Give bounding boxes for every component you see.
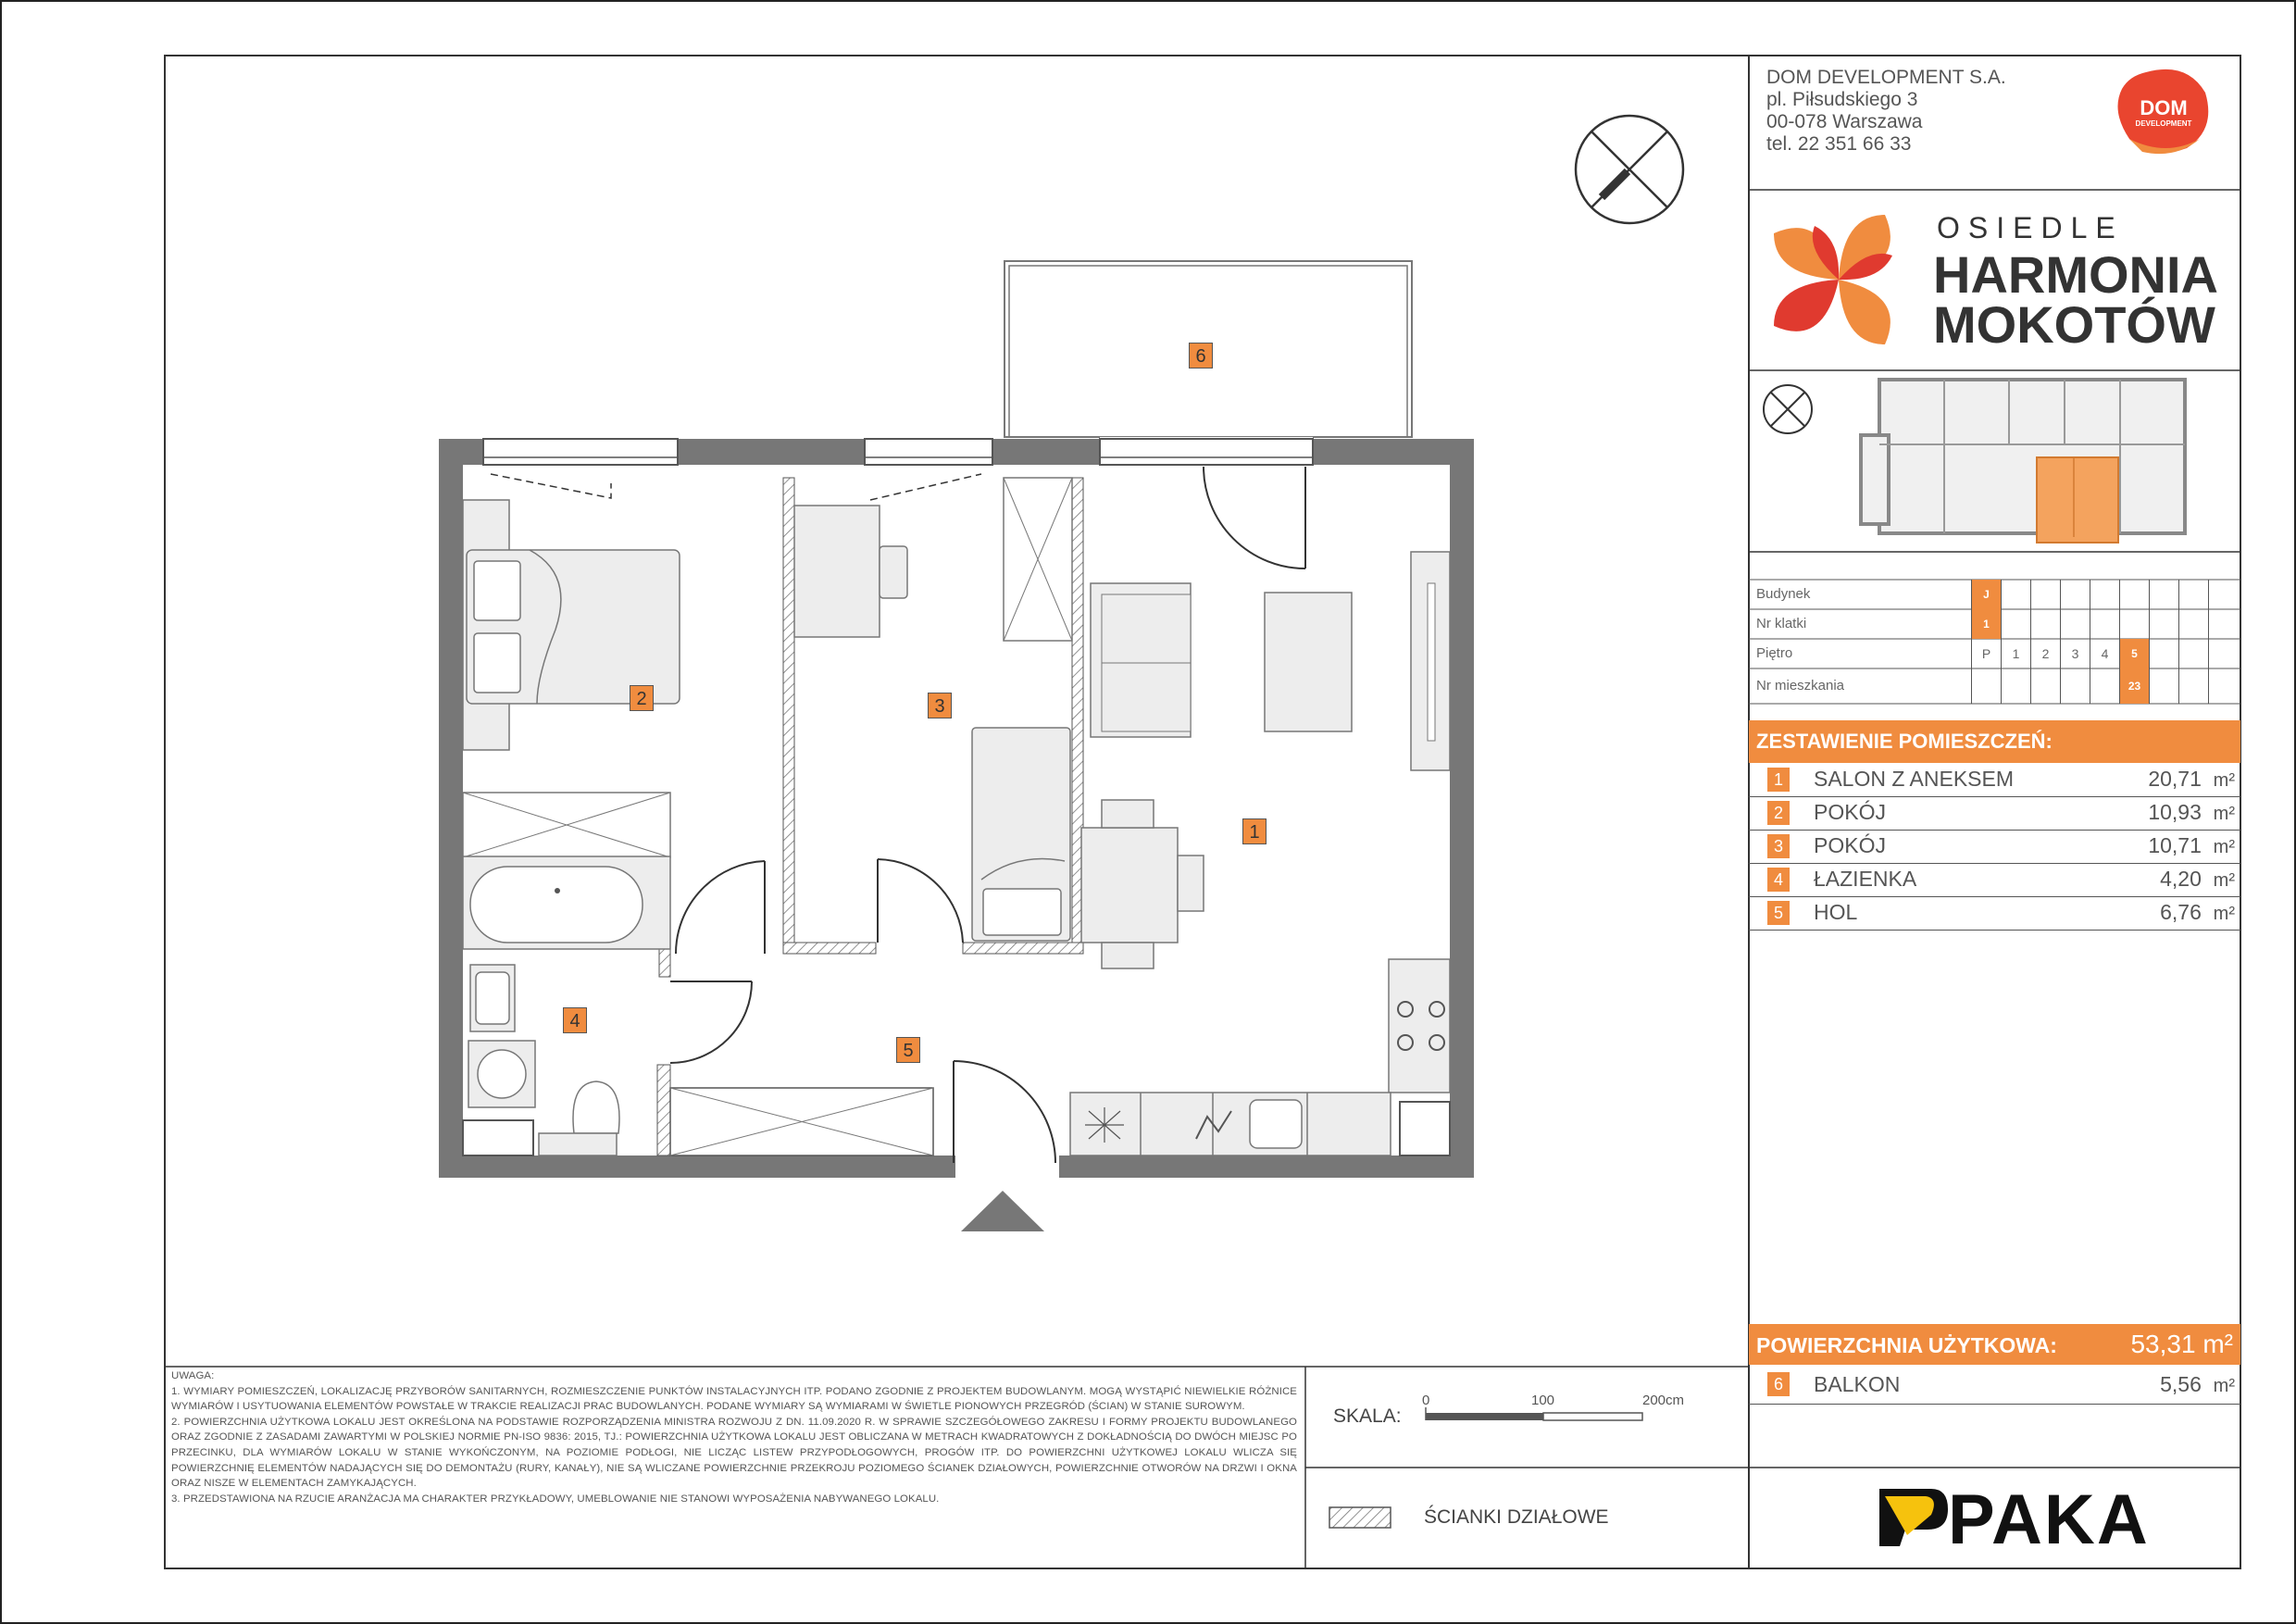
note-3: 3. PRZEDSTAWIONA NA RZUCIE ARANŻACJA MA CHARAKTER PRZYKŁADOWY, UMEBLOWANIE NIE STANOWI WYPOSAŻENIA NABYWANEGO LOKALU. <box>171 1493 940 1505</box>
project-line1: OSIEDLE <box>1937 211 2124 244</box>
info-cell <box>2090 609 2119 639</box>
info-cell <box>2178 609 2208 639</box>
info-row-label: Budynek <box>1756 586 1811 602</box>
plan-room-label: 2 <box>630 685 654 711</box>
info-cell: J <box>1971 580 2001 609</box>
info-table-row <box>1749 580 2240 609</box>
company-city: 00-078 Warszawa <box>1766 111 1923 132</box>
plan-room-label: 4 <box>563 1007 587 1033</box>
info-cell <box>2208 639 2238 668</box>
info-cell <box>2178 639 2208 668</box>
info-cell: 1 <box>2001 639 2030 668</box>
info-cell <box>2060 580 2090 609</box>
info-cell <box>2001 668 2030 704</box>
info-cell <box>2149 668 2178 704</box>
plan-room-label: 6 <box>1189 343 1213 369</box>
info-cell <box>2208 609 2238 639</box>
key-plan <box>1764 380 2185 543</box>
company-phone: tel. 22 351 66 33 <box>1766 133 1912 155</box>
info-cell <box>2119 609 2149 639</box>
info-cell <box>2060 668 2090 704</box>
info-cell <box>2149 580 2178 609</box>
scale-bar <box>1426 1407 1642 1420</box>
room-area: 4,20 m² <box>2160 867 2235 891</box>
balcony-area: 5,56 m² <box>2160 1372 2235 1396</box>
notes <box>171 1368 1297 1506</box>
legend-label: ŚCIANKI DZIAŁOWE <box>1424 1506 1609 1528</box>
balcony-name: BALKON <box>1814 1372 1901 1396</box>
info-cell <box>2208 580 2238 609</box>
info-cell <box>2178 668 2208 704</box>
room-area: 10,93 m² <box>2148 800 2235 824</box>
room-number: 2 <box>1767 801 1790 825</box>
compass-icon <box>1576 116 1683 223</box>
room-area: 10,71 m² <box>2148 833 2235 857</box>
info-cell <box>2178 580 2208 609</box>
project-line2: HARMONIA <box>1933 245 2218 304</box>
info-cell <box>2149 609 2178 639</box>
room-name: POKÓJ <box>1814 833 1886 857</box>
info-cell: 2 <box>2030 639 2060 668</box>
notes-title: UWAGA: <box>171 1370 215 1381</box>
room-number: 4 <box>1767 868 1790 892</box>
room-area: 6,76 m² <box>2160 900 2235 924</box>
usable-area-bar <box>1749 1324 2240 1365</box>
company-name: DOM DEVELOPMENT S.A. <box>1766 67 2006 88</box>
floor-plan <box>439 261 1474 1231</box>
room-number: 3 <box>1767 834 1790 858</box>
info-cell <box>1971 668 2001 704</box>
info-cell: 5 <box>2119 639 2149 668</box>
info-cell: 3 <box>2060 639 2090 668</box>
info-cell <box>2090 580 2119 609</box>
plan-room-label: 1 <box>1242 818 1267 844</box>
company-street: pl. Piłsudskiego 3 <box>1766 89 1918 110</box>
info-cell <box>2030 609 2060 639</box>
harmonia-logo-icon <box>1774 215 1892 344</box>
room-name: SALON Z ANEKSEM <box>1814 767 2015 791</box>
room-name: ŁAZIENKA <box>1814 867 1917 891</box>
room-row <box>1749 798 2240 831</box>
info-table-row <box>1749 639 2240 668</box>
info-row-label: Nr mieszkania <box>1756 678 1845 693</box>
note-2: 2. POWIERZCHNIA UŻYTKOWA LOKALU JEST OKREŚLONA NA PODSTAWIE ROZPORZĄDZENIA MINISTRA ROZWOJU Z DN. 11.09.2020 R. W SPRAWIE SZCZEGÓŁOWEGO ZAKRESU I FORMY PROJEKTU BUDOWLANEGO ORAZ ZGODNIE Z ZASADAMI ZAWARTYMI W POLSKIEJ NORMIE PN-ISO 9836: 2015, TJ.: POWIERZCHNIA UŻYTKOWA LOKALU JEST OBLICZANA W METRACH KWADRATOWYCH Z DOKŁADNOŚCIĄ DO DWÓCH MIEJSC PO PRZECINKU, DLA WYMIARÓW LOKALU W STANIE WYKOŃCZONYM, NA POZIOMIE PODŁOGI, NIE LICZĄC LISTEW PRZYPODŁOGOWYCH, PROGÓW ITP. DO POWIERZCHNI UŻYTKOWEJ LOKALU WLICZA SIĘ POWIERZCHNIĘ ELEMENTÓW NADAJĄCYCH SIĘ DO DEMONTAŻU (RURY, KANAŁY), NIE SĄ WLICZANE POWIERZCHNIE PRZEKROJU POZIOMEGO ŚCIANEK DZIAŁOWYCH, POWIERZCHNIE OTWORÓW NA DRZWI I OKNA ORAZ NISZE W ELEMENTACH ZAMYKAJĄCYCH. <box>171 1416 1297 1490</box>
hatch-legend-swatch <box>1329 1507 1391 1528</box>
info-cell: 4 <box>2090 639 2119 668</box>
balcony-row <box>1749 1370 2240 1405</box>
plan-room-label: 3 <box>928 693 952 718</box>
scale-tick-200: 200cm <box>1642 1393 1685 1408</box>
room-number: 1 <box>1767 768 1790 792</box>
room-row <box>1749 765 2240 797</box>
info-cell <box>2030 668 2060 704</box>
info-cell <box>2208 668 2238 704</box>
usable-area-label: POWIERZCHNIA UŻYTKOWA: <box>1756 1333 2057 1357</box>
room-name: POKÓJ <box>1814 800 1886 824</box>
info-table-row <box>1749 668 2240 704</box>
paka-logo-mark <box>1879 1489 1948 1546</box>
info-cell <box>2119 580 2149 609</box>
usable-area-value: 53,31 m² <box>2130 1330 2233 1358</box>
balcony-number: 6 <box>1767 1372 1790 1396</box>
room-row <box>1749 831 2240 864</box>
info-cell <box>2030 580 2060 609</box>
plan-room-label: 5 <box>896 1037 920 1063</box>
room-area: 20,71 m² <box>2148 767 2235 791</box>
rooms-header: ZESTAWIENIE POMIESZCZEŃ: <box>1749 720 2240 763</box>
info-row-label: Piętro <box>1756 645 1793 661</box>
info-cell <box>2149 639 2178 668</box>
info-cell: 23 <box>2119 668 2149 704</box>
dom-logo-text: DOM DEVELOPMENT <box>2135 96 2192 128</box>
info-table-row <box>1749 609 2240 639</box>
room-name: HOL <box>1814 900 1858 924</box>
info-cell: P <box>1971 639 2001 668</box>
info-row-label: Nr klatki <box>1756 616 1807 631</box>
scale-label: SKALA: <box>1333 1405 1402 1427</box>
room-row <box>1749 898 2240 931</box>
paka-logo-text: PAKA <box>1948 1480 2150 1559</box>
note-1: 1. WYMIARY POMIESZCZEŃ, LOKALIZACJĘ PRZYBORÓW SANITARNYCH, ROZMIESZCZENIE PUNKTÓW INSTALACYJNYCH ITP. PODANO ZGODNIE Z PROJEKTEM BUDOWLANYM. MOGĄ WYSTĄPIĆ NIEWIELKIE RÓŻNICE WYMIARÓW I USYTUOWANIA ELEMENTÓW POWSTAŁE W TRAKCIE REALIZACJI PRAC BUDOWLANYCH. PODANE WYMIARY SĄ WYMIARAMI W ŚWIETLE PIONOWYCH PRZEGRÓD (ŚCIAN) W STANIE SUROWYM. <box>171 1385 1297 1413</box>
room-number: 5 <box>1767 901 1790 925</box>
info-cell: 1 <box>1971 609 2001 639</box>
info-cell <box>2090 668 2119 704</box>
room-row <box>1749 865 2240 897</box>
scale-tick-0: 0 <box>1422 1393 1430 1408</box>
scale-tick-100: 100 <box>1531 1393 1555 1408</box>
company-address <box>1766 67 2006 156</box>
info-cell <box>2001 580 2030 609</box>
info-cell <box>2060 609 2090 639</box>
info-cell <box>2001 609 2030 639</box>
project-line3: MOKOTÓW <box>1933 295 2215 354</box>
